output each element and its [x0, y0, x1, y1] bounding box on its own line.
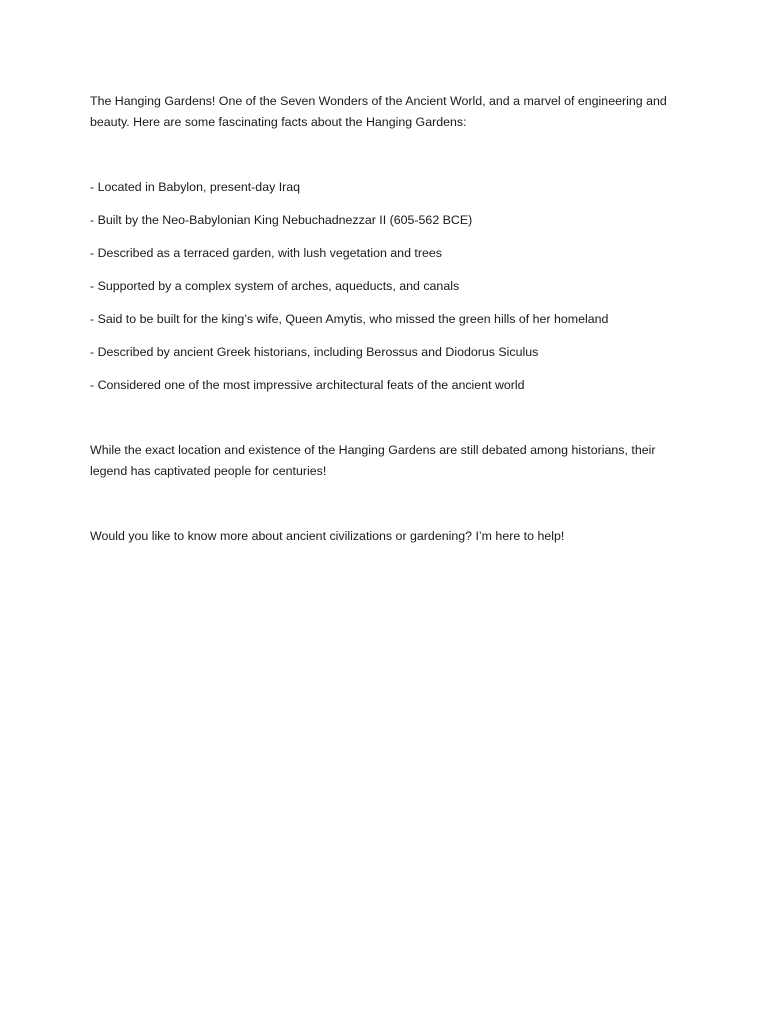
intro-paragraph: The Hanging Gardens! One of the Seven Wonders of the Ancient World, and a marvel of engineering and beauty. Here are some fascinating facts about the Hanging Gardens: — [90, 94, 667, 129]
document-body — [90, 91, 690, 547]
fact-item: - Located in Babylon, present-day Iraq — [90, 180, 301, 194]
fact-item: - Described by ancient Greek historians, including Berossus and Diodorus Siculus — [90, 345, 539, 359]
question-paragraph: Would you like to know more about ancient civilizations or gardening? I’m here to help! — [90, 529, 565, 543]
fact-item: - Described as a terraced garden, with lush vegetation and trees — [90, 246, 442, 260]
fact-item: - Built by the Neo-Babylonian King Nebuchadnezzar II (605-562 BCE) — [90, 213, 473, 227]
fact-item: - Said to be built for the king’s wife, Queen Amytis, who missed the green hills of her homeland — [90, 312, 609, 326]
fact-item: - Supported by a complex system of arches, aqueducts, and canals — [90, 279, 460, 293]
closing-paragraph: While the exact location and existence of the Hanging Gardens are still debated among historians, their legend has captivated people for centuries! — [90, 443, 656, 478]
facts-list — [90, 177, 690, 396]
fact-item: - Considered one of the most impressive architectural feats of the ancient world — [90, 378, 525, 392]
